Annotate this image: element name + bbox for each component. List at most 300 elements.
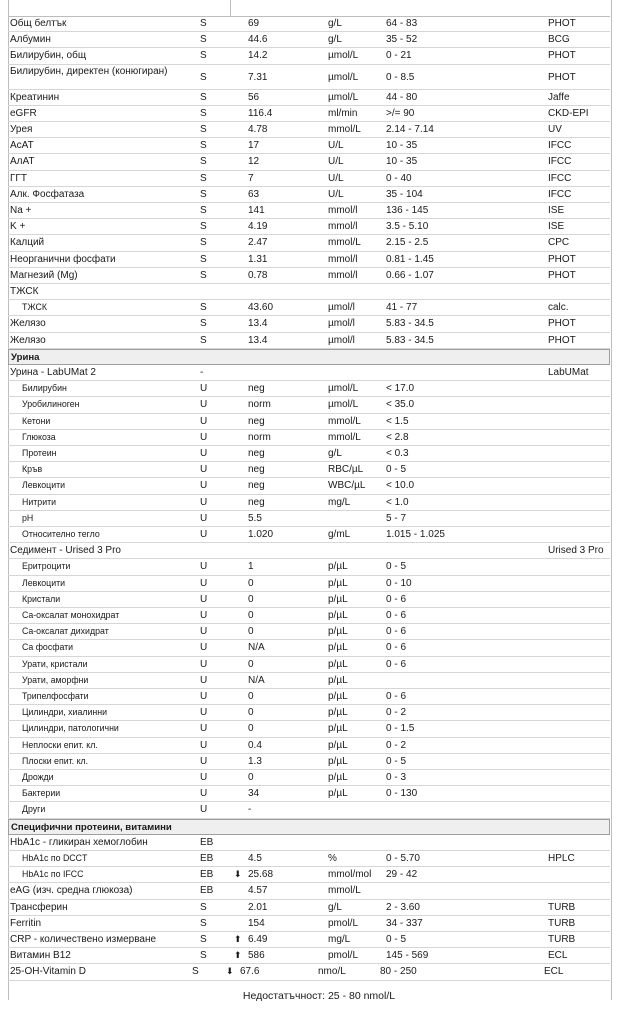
result-row [8,138,610,154]
cell-ref: 0 - 1.5 [386,723,415,735]
cell-src: S [200,253,207,265]
cell-unit: ml/min [328,107,358,119]
cell-method: calc. [548,302,569,314]
cell-ref: 0 - 2 [386,707,407,719]
result-row [8,916,610,932]
cell-name: ТЖСК [22,302,47,313]
cell-val: 586 [248,950,265,962]
cell-src: S [200,18,207,29]
result-row [8,835,610,851]
cell-name: Цилиндри, хиалинни [22,707,108,718]
cell-method: CPC [548,237,570,249]
cell-unit: p/µL [328,561,348,573]
cell-val: 4.57 [248,885,268,897]
cell-src: U [200,577,208,589]
cell-method: ECL [544,966,564,978]
cell-ref: < 1.5 [386,415,409,427]
result-row [8,657,610,673]
cell-unit: p/µL [328,577,348,589]
cell-val: norm [248,431,271,443]
cell-name: Седимент - Urised 3 Pro [10,545,121,557]
cell-name: Относително тегло [22,529,100,539]
cell-ref: 145 - 569 [386,950,429,962]
cell-ref: 0 - 130 [386,788,418,800]
cell-ref: 0 - 5 [386,755,407,767]
cell-src: S [200,950,207,962]
cell-ref: 35 - 104 [386,188,423,200]
cell-val: 0 [248,658,254,670]
result-row [8,430,610,446]
result-row [8,932,610,948]
cell-unit: p/µL [328,642,348,654]
cell-unit: µmol/l [328,334,355,346]
cell-val: 116.4 [248,107,273,119]
result-row [8,154,610,170]
result-row [8,851,610,867]
cell-src: U [200,448,208,459]
result-row [8,511,610,527]
cell-unit: µmol/l [328,318,355,330]
result-row [8,867,610,883]
cell-name: Урати, кристали [22,658,88,669]
cell-name: Na + [10,205,32,216]
cell-src: S [200,156,207,168]
cell-src: U [200,626,208,638]
cell-val: 0 [248,723,254,735]
cell-unit: µmol/L [328,91,359,103]
cell-unit: mmol/L [328,124,361,135]
result-row [8,592,610,608]
cell-unit: mmol/mol [328,869,372,881]
cell-src: S [200,34,207,46]
cell-unit: p/µL [328,723,348,735]
cell-src: U [200,529,208,540]
result-row [8,495,610,511]
cell-src: U [200,674,208,686]
result-row [8,219,610,235]
cell-src: S [200,318,207,330]
cell-val: neg [248,415,265,427]
cell-unit: p/µL [328,788,348,800]
cell-unit: g/mL [328,529,351,540]
result-row [8,381,610,397]
cell-unit: WBC/µL [328,480,366,492]
cell-unit: mmol/L [328,885,361,897]
cell-src: S [200,205,207,216]
cell-src: EB [200,836,214,848]
cell-unit: mmol/L [328,431,361,443]
cell-unit: pmol/L [328,950,359,962]
result-row [8,543,610,559]
group-header [8,284,610,300]
cell-src: U [200,496,208,508]
cell-name: Кристали [22,593,61,604]
cell-val: 14.2 [248,50,268,62]
cell-unit: mg/L [328,934,351,945]
cell-unit: p/µL [328,593,348,605]
cell-unit: g/L [328,18,342,29]
result-row [8,203,610,219]
cell-val: 4.78 [248,124,268,135]
cell-val: 7.31 [248,71,268,83]
cell-val: neg [248,383,265,395]
cell-val: 13.4 [248,318,268,330]
cell-name: pH [22,512,34,523]
cell-name: Уробилиноген [22,399,80,410]
cell-name: Билирубин, директен (конюгиран) [10,65,168,77]
cell-unit: p/µL [328,707,348,719]
section-header [8,349,610,365]
result-row [8,414,610,430]
result-row [8,770,610,786]
cell-method: CKD-EPI [548,107,589,119]
cell-val: 5.5 [248,512,262,524]
cell-src: U [200,691,208,702]
cell-unit: p/µL [328,610,348,621]
cell-val: neg [248,448,265,459]
cell-method: IFCC [548,172,572,184]
cell-unit: µmol/L [328,71,359,83]
cell-val: 0.78 [248,269,268,281]
cell-val: 6.49 [248,934,268,945]
cell-name: АлАТ [10,156,35,168]
cell-src: U [200,561,208,573]
result-row [8,527,610,543]
result-row [8,268,610,284]
cell-val: 34 [248,788,260,800]
cell-ref: < 2.8 [386,431,409,443]
cell-name: Ca фосфати [22,642,74,653]
cell-method: Jaffe [548,91,570,103]
cell-ref: < 1.0 [386,496,409,508]
cell-name: Ca-оксалат монохидрат [22,610,120,620]
cell-ref: 5.83 - 34.5 [386,318,434,330]
cell-src: U [200,464,208,476]
result-row [8,478,610,494]
result-row [8,16,610,32]
cell-ref: 10 - 35 [386,156,418,168]
cell-name: Магнезий (Mg) [10,269,78,281]
result-row [8,300,610,316]
cell-ref: 0 - 3 [386,772,407,783]
cell-src: S [200,901,207,913]
cell-method: PHOT [548,269,576,281]
cell-name: Специфични протеини, витамини [11,821,172,833]
result-row [8,673,610,689]
cell-src: U [200,415,208,427]
cell-ref: < 0.3 [386,448,409,459]
arrow-down-icon: ⬇ [234,869,242,880]
cell-src: EB [200,885,214,897]
cell-unit: µmol/L [328,399,359,411]
cell-src: U [200,804,208,816]
cell-ref: 0 - 10 [386,577,412,589]
cell-unit: mmol/l [328,221,358,233]
arrow-down-icon: ⬇ [226,966,234,977]
column-divider [230,0,231,16]
cell-src: U [200,723,208,735]
cell-src: U [200,739,208,751]
cell-name: Плоски епит. кл. [22,755,89,766]
cell-val: 4.5 [248,853,262,864]
cell-src: EB [200,853,214,864]
cell-name: Глюкоза [22,431,56,442]
cell-src: U [200,658,208,670]
cell-method: TURB [548,934,576,945]
cell-src: S [200,172,207,184]
cell-unit: mmol/l [328,269,358,281]
cell-name: K + [10,221,26,233]
result-row [8,333,610,349]
cell-method: ISE [548,205,565,216]
cell-name: Урати, аморфни [22,674,89,685]
cell-src: S [200,91,207,103]
result-row [8,65,610,90]
cell-unit: nmo/L [318,966,346,978]
cell-unit: g/L [328,901,342,913]
cell-ref: 44 - 80 [386,91,418,103]
cell-name: AcAT [10,140,34,152]
cell-unit: p/µL [328,626,348,638]
cell-ref: 5 - 7 [386,512,407,524]
cell-val: 1.31 [248,253,268,265]
result-row [8,462,610,478]
result-row [8,48,610,64]
cell-ref: 0 - 6 [386,691,407,702]
cell-name: Креатинин [10,91,60,103]
cell-name: Билирубин [22,383,67,394]
cell-val: 1 [248,561,254,573]
cell-val: 25.68 [248,869,274,881]
cell-ref: 1.015 - 1.025 [386,529,445,540]
result-row [8,32,610,48]
result-row [8,624,610,640]
cell-unit: g/L [328,34,342,46]
cell-method: LabUMat [548,367,589,378]
arrow-up-icon: ⬆ [234,950,242,961]
cell-ref: 0 - 6 [386,642,407,654]
result-row [8,705,610,721]
cell-name: Неплоски епит. кл. [22,739,98,750]
result-row [8,883,610,899]
cell-src: S [200,334,207,346]
cell-val: neg [248,464,265,476]
cell-ref: 80 - 250 [380,966,417,978]
cell-name: Цилиндри, патологични [22,723,119,734]
cell-ref: 0 - 5 [386,934,407,945]
cell-val: 0 [248,610,254,621]
cell-ref: 0 - 5 [386,561,407,573]
cell-method: HPLC [548,853,575,864]
result-row [8,187,610,203]
arrow-up-icon: ⬆ [234,934,242,944]
cell-src: S [200,71,207,83]
cell-val: 0 [248,691,254,702]
cell-src: S [200,302,207,314]
cell-src: U [200,755,208,767]
cell-name: Ferritin [10,917,42,929]
cell-name: Билирубин, общ [10,50,87,62]
cell-val: 17 [248,140,260,152]
cell-src: U [200,399,208,411]
cell-method: Urised 3 Pro [548,545,604,557]
cell-src: S [200,140,207,152]
cell-ref: 5.83 - 34.5 [386,334,434,346]
cell-val: 0 [248,626,254,638]
cell-unit: p/µL [328,658,348,670]
cell-method: PHOT [548,318,576,330]
cell-val: 44.6 [248,34,268,46]
cell-name: Трипелфосфати [22,691,89,701]
cell-name: Неорганични фосфати [10,253,116,265]
cell-val: N/A [248,674,265,686]
cell-unit: g/L [328,448,342,459]
cell-src: U [200,480,208,492]
cell-name: Урина - LabUMat 2 [10,367,96,378]
cell-src: U [200,707,208,719]
cell-ref: < 10.0 [386,480,415,492]
cell-val: 154 [248,917,265,929]
cell-unit: mg/L [328,496,351,508]
cell-name: Други [22,804,46,815]
cell-name: Трансферин [10,901,68,913]
cell-method: BCG [548,34,570,46]
result-row [8,252,610,268]
result-row [8,948,610,964]
cell-ref: 10 - 35 [386,140,418,152]
cell-name: Бактерии [22,788,61,799]
cell-unit: µmol/L [328,50,359,62]
cell-ref: 34 - 337 [386,917,423,929]
cell-src: U [200,593,208,605]
cell-ref: 0.81 - 1.45 [386,253,434,265]
result-row [8,721,610,737]
cell-method: ECL [548,950,568,962]
footnote: Недостатъчност: 25 - 80 nmol/L [242,990,396,1002]
cell-name: HbA1c - гликиран хемоглобин [10,836,148,848]
cell-val: 0 [248,577,254,589]
cell-ref: 3.5 - 5.10 [386,221,429,233]
cell-src: S [200,124,207,135]
cell-src: S [200,107,207,119]
result-row [8,900,610,916]
cell-val: 2.47 [248,237,268,249]
cell-src: U [200,383,208,395]
cell-name: eAG (изч. средна глюкоза) [10,885,133,897]
cell-unit: p/µL [328,739,348,751]
cell-method: IFCC [548,140,572,152]
cell-ref: >/= 90 [386,107,415,119]
cell-unit: p/µL [328,772,348,783]
cell-name: Алк. Фосфатаза [10,188,85,200]
result-row [8,122,610,138]
cell-name: Кетони [22,415,51,426]
cell-unit: U/L [328,188,344,200]
cell-name: Протеин [22,448,57,458]
cell-method: IFCC [548,156,572,168]
result-row [8,786,610,802]
cell-src: S [200,188,207,200]
cell-name: ТЖСК [10,286,39,297]
cell-src: S [192,966,199,978]
cell-val: 7 [248,172,254,184]
result-row [8,754,610,770]
cell-val: 1.020 [248,529,274,540]
cell-unit: mmol/l [328,205,358,216]
cell-ref: 0 - 6 [386,610,407,621]
cell-src: S [200,917,207,929]
cell-unit: mmol/L [328,237,361,249]
result-row [8,689,610,705]
cell-ref: 0 - 40 [386,172,412,184]
cell-val: 0 [248,772,254,783]
result-row [8,446,610,462]
cell-ref: 0 - 6 [386,658,407,670]
cell-ref: 29 - 42 [386,869,418,881]
cell-val: 141 [248,205,265,216]
cell-src: U [200,431,208,443]
cell-unit: % [328,853,337,864]
cell-method: PHOT [548,18,576,29]
cell-name: Еритроцити [22,561,71,572]
cell-val: 69 [248,18,260,29]
cell-unit: p/µL [328,674,348,686]
cell-ref: 2.14 - 7.14 [386,124,434,135]
cell-val: 1.3 [248,755,262,767]
cell-name: CRP - количествено измерване [10,934,157,945]
cell-name: eGFR [10,107,37,119]
cell-unit: mmol/l [328,253,358,265]
cell-src: S [200,934,207,945]
cell-name: Дрожди [22,772,54,782]
cell-unit: mmol/L [328,415,361,427]
cell-ref: 2.15 - 2.5 [386,237,429,249]
cell-src: U [200,772,208,783]
cell-val: 2.01 [248,901,268,913]
cell-ref: 0 - 21 [386,50,412,62]
cell-val: 63 [248,188,260,200]
cell-unit: pmol/L [328,917,359,929]
cell-name: Урея [10,124,33,135]
cell-method: IFCC [548,188,572,200]
cell-src: U [200,610,208,621]
cell-val: neg [248,496,265,508]
cell-name: 25-OH-Vitamin D [10,966,86,978]
result-row [8,171,610,187]
result-row [8,235,610,251]
cell-val: neg [248,480,265,492]
cell-unit: µmol/L [328,383,359,395]
cell-method: UV [548,124,562,135]
cell-ref: 0 - 2 [386,739,407,751]
cell-unit: p/µL [328,755,348,767]
cell-ref: 64 - 83 [386,18,418,29]
result-row [8,90,610,106]
cell-ref: 136 - 145 [386,205,429,216]
cell-unit: U/L [328,172,344,184]
cell-method: TURB [548,917,576,929]
cell-src: U [200,642,208,654]
cell-name: ГГТ [10,172,27,184]
cell-ref: 0.66 - 1.07 [386,269,434,281]
cell-ref: 35 - 52 [386,34,418,46]
result-row [8,397,610,413]
cell-val: 0 [248,593,254,605]
cell-unit: RBC/µL [328,464,364,476]
cell-method: PHOT [548,71,576,83]
cell-val: N/A [248,642,265,654]
cell-method: TURB [548,901,576,913]
